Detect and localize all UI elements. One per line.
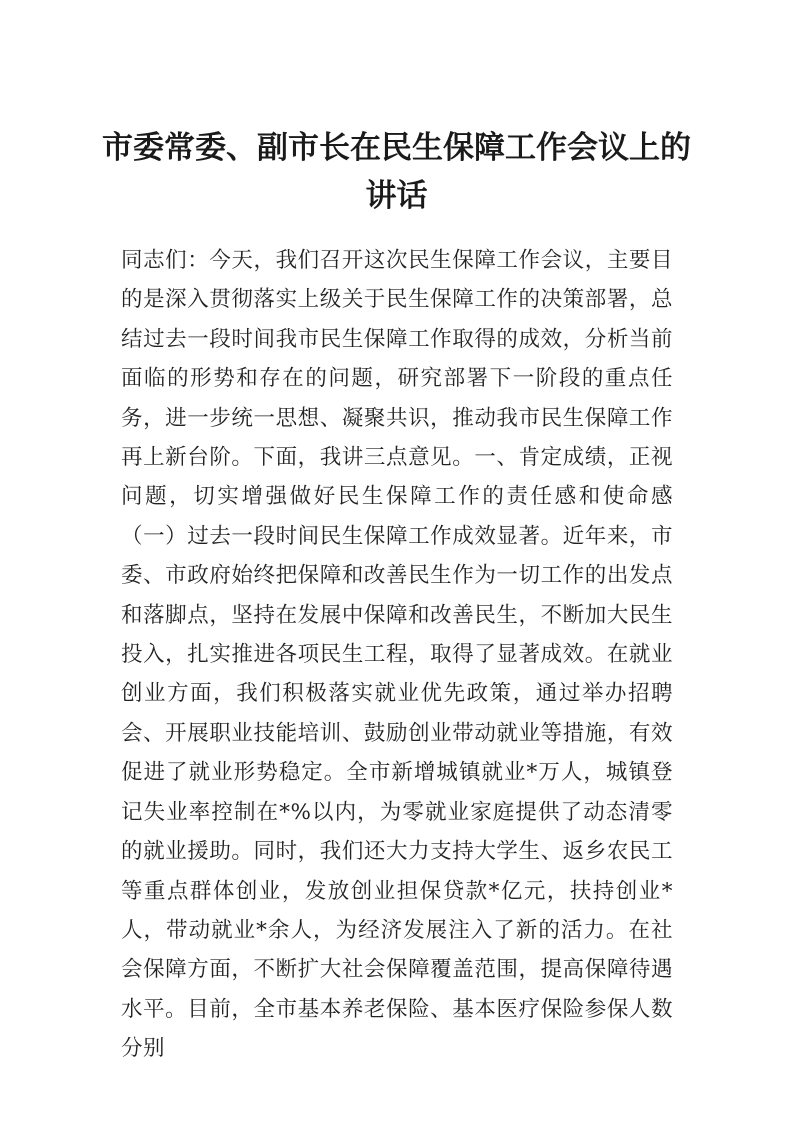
document-body: 同志们：今天，我们召开这次民生保障工作会议，主要目的是深入贯彻落实上级关于民生保障工作的决策部署，总结过去一段时间我市民生保障工作取得的成效，分析当前面临的形势和存在的问题，研究部署下一阶段的重点任务，进一步统一思想、凝聚共识，推动我市民生保障工作再上新台阶。下面，我讲三点意见。一、肯定成绩，正视问题，切实增强做好民生保障工作的责任感和使命感（一）过去一段时间民生保障工作成效显著。近年来，市委、市政府始终把保障和改善民生作为一切工作的出发点和落脚点，坚持在发展中保障和改善民生，不断加大民生投入，扎实推进各项民生工程，取得了显著成效。在就业创业方面，我们积极落实就业优先政策，通过举办招聘会、开展职业技能培训、鼓励创业带动就业等措施，有效促进了就业形势稳定。全市新增城镇就业*万人，城镇登记失业率控制在*%以内，为零就业家庭提供了动态清零的就业援助。同时，我们还大力支持大学生、返乡农民工等重点群体创业，发放创业担保贷款*亿元，扶持创业*人，带动就业*余人，为经济发展注入了新的活力。在社会保障方面，不断扩大社会保障覆盖范围，提高保障待遇水平。目前，全市基本养老保险、基本医疗保险参保人数分别 [121, 248, 673, 1062]
document-title: 市委常委、副市长在民生保障工作会议上的讲话 [102, 130, 691, 214]
